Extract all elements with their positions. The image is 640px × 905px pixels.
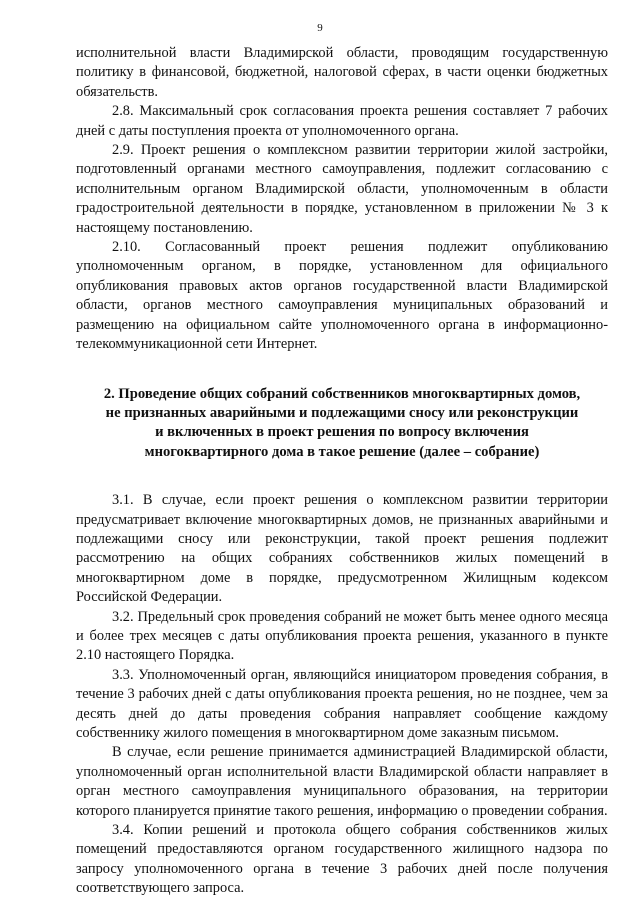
paragraph-continuation: исполнительной власти Владимирской области, проводящим государственную политику в финансовой, бюджетной, налоговой сферах, в части оценки бюджетных обязательств. [76, 45, 608, 100]
paragraph-3-1: 3.1. В случае, если проект решения о комплексном развитии территории предусматривает включение многоквартирных домов, не признанных аварийными и подлежащими сносу или реконструкции, такой проект решения подлежит рассмотрению на общих собраниях собственников жилых помещений в многоквартирном доме в порядке, предусмотренном Жилищным кодексом Российской Федерации. [76, 492, 608, 606]
section-heading-line: многоквартирного дома в такое решение (далее – собрание) [144, 443, 540, 460]
section-heading [76, 385, 608, 463]
paragraph-2-10: 2.10. Согласованный проект решения подлежит опубликованию уполномоченным органом, в порядке, установленном для официального опубликования правовых актов органов государственной власти Владимирской области, органов местного самоуправления муниципальных образований и размещению на официальном сайте уполномоченного органа в информационно-телекоммуникационной сети Интернет. [76, 239, 608, 353]
section-heading-line: 2. Проведение общих собраний собственников многоквартирных домов, [103, 385, 581, 402]
paragraph-2-8: 2.8. Максимальный срок согласования проекта решения составляет 7 рабочих дней с даты поступления проекта от уполномоченного органа. [76, 103, 608, 139]
document-body [76, 44, 608, 899]
section-heading-line: не признанных аварийными и подлежащими сносу или реконструкции [105, 404, 579, 421]
paragraph-2-9: 2.9. Проект решения о комплексном развитии территории жилой застройки, подготовленный органами местного самоуправления, подлежит согласованию с исполнительным органом Владимирской области, уполномоченным в области градостроительной деятельности в порядке, установленном в приложении № 3 к настоящему постановлению. [76, 142, 608, 236]
paragraph-3-3-continued: В случае, если решение принимается администрацией Владимирской области, уполномоченный орган исполнительной власти Владимирской области направляет в орган местного самоуправления муниципального образования, на территории которого планируется принятие такого решения, информацию о проведении собрания. [76, 744, 608, 819]
paragraph-3-2: 3.2. Предельный срок проведения собраний не может быть менее одного месяца и более трех месяцев с даты опубликования проекта решения, указанного в пункте 2.10 настоящего Порядка. [76, 608, 608, 664]
section-heading-line: и включенных в проект решения по вопросу включения [155, 424, 529, 441]
paragraph-3-3: 3.3. Уполномоченный орган, являющийся инициатором проведения собрания, в течение 3 рабочих дней с даты опубликования проекта решения, но не позднее, чем за десять дней до даты проведения собрания направляет сообщение каждому собственнику жилого помещения в многоквартирном доме заказным письмом. [76, 666, 608, 741]
paragraph-3-4: 3.4. Копии решений и протокола общего собрания собственников жилых помещений предоставляются органом государственного жилищного надзора по запросу уполномоченного органа в течение 3 рабочих дней после получения соответствующего запроса. [76, 822, 608, 897]
page-number: 9 [317, 22, 323, 34]
